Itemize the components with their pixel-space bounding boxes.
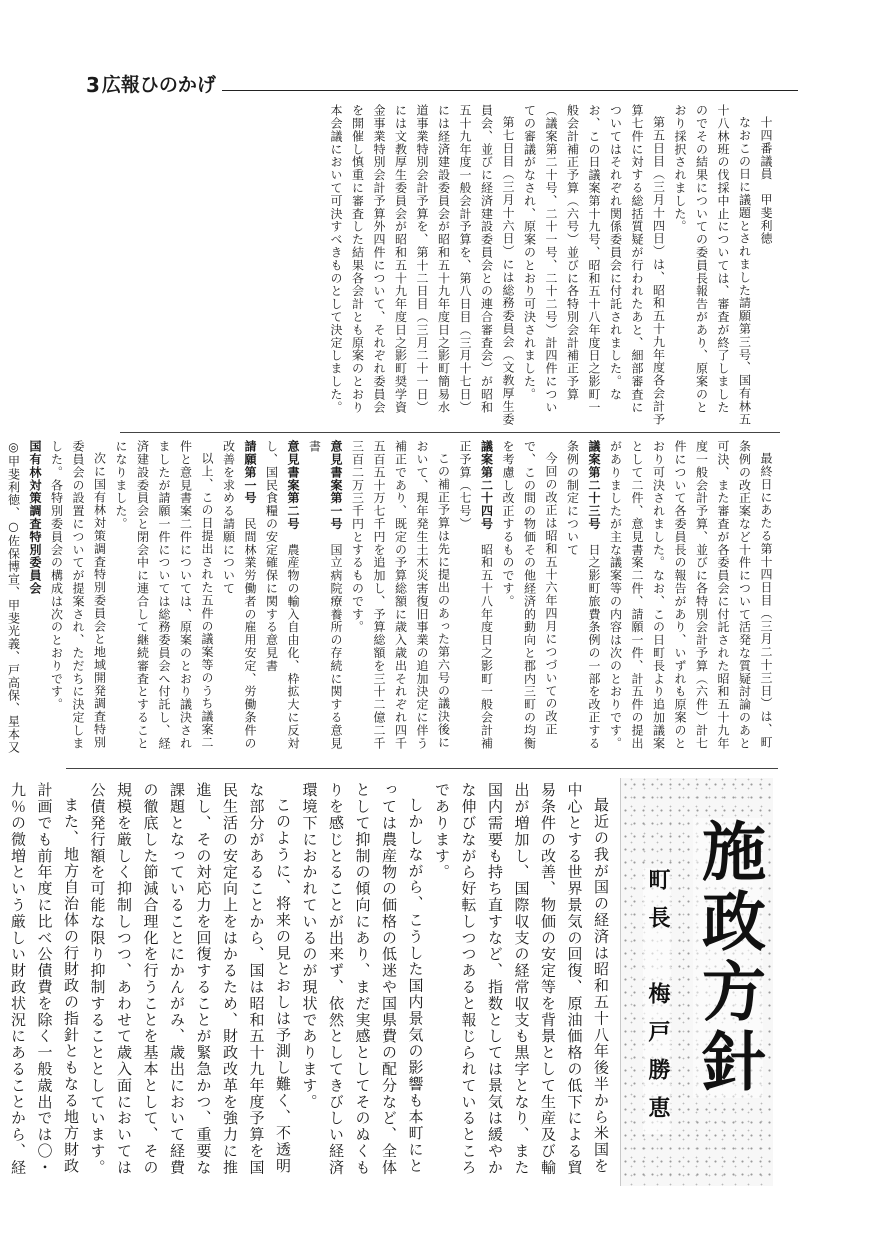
page-number: 3 — [86, 73, 100, 97]
policy-paragraph: 最近の我が国の経済は昭和五十八年後半から米国を中心とする世界景気の回復、原油価格の低下による貿易条件の改善、物価の安定等を背景として生産及び輸出が増加し、国際収支の経常収支も黒字となり、また国内需要も持ち直すなど、指数としては景気は緩やかな伸びながら好転しつつあると報じられているところであります。 — [433, 782, 610, 1176]
bill-23-body: 今回の改正は昭和五十六年四月につづいての改正で、この間の物価その他経済的動向と郡内三町の均衡を考慮し改正するものです。 — [501, 440, 558, 750]
tier-divider — [120, 432, 780, 433]
header-rule — [222, 90, 798, 91]
member-signature: 十四番議員 甲斐利徳 — [759, 116, 773, 245]
opinion-2-line — [260, 440, 303, 760]
policy-title-box — [620, 778, 773, 1186]
petition-heading: 請願第一号 — [243, 440, 257, 505]
bill-24-line — [454, 440, 497, 760]
bill-24-heading: 議案第二十四号 — [479, 440, 494, 531]
policy-paragraph: このように、将来の見とおしは予測し難く、不透明な部分があることから、国は昭和五十九年度予算を国民生活の安定向上をはかるため、財政改革を強力に推進し、その対応力を回復することが緊急かつ、重要な課題となっていることにかんがみ、歳出において経費の徹底した節減合理化を行うことを基本として、その規模を厳しく抑制しつつ、あわせて歳入面においては公債発行額を可能な限り抑制することとしています。 — [88, 782, 292, 1176]
bill-23-title: 日之影町旅費条例の一部を改正する条例の制定について — [565, 440, 601, 750]
report-paragraph: 第七日目（三月十六日）には総務委員会（文教厚生委員会、並びに経済建設委員会との連合審査会）が昭和五十九年度一般会計予算を、第八日目（三月十七日）には経済建設委員会が昭和五十九年度日之影町簡易水道事業特別会計予算を、第十二日目（三月二十一日）には文教厚生委員会が昭和五十九年度日之影町奨学資金事業特別会計予算外四件について、それぞれ委員会を開催し慎重に審査した結果各会計とも原案のとおり本会議において可決すべきものとして決定しました。 — [329, 104, 515, 426]
bill-23-heading: 議案第二十三号 — [587, 440, 601, 531]
summary-paragraph: 以上、この日提出された五件の議案等のうち議案二件と意見書案二件については、原案のとおり議決されましたが請願一件については総務委員会へ付託し、経済建設委員会と閉会中に連合して継続審査とすることになりました。 — [114, 440, 214, 750]
committee-1-heading: 国有林対策調査特別委員会 — [28, 440, 42, 595]
opinion-1-title: 国立病院療養所の存続に関する意見書 — [307, 440, 343, 750]
policy-paragraph: また、地方自治体の行財政の指針ともなる地方財政計画でも前年度に比べ公債費を除く一般歳出では〇・九％の微増という厳しい財政状況にあることから、経 — [9, 782, 80, 1176]
committee-paragraph: 次に国有林対策調査特別委員会と地域開発調査特別委員会の設置についてが提案され、ただちに決定しました。各特別委員会の構成は次のとおりです。 — [49, 440, 107, 750]
opinion-1-heading: 意見書案第一号 — [329, 440, 343, 531]
opinion-2-title: 農産物の輸入自由化、枠拡大に反対し、国民食糧の安定確保に関する意見書 — [264, 440, 300, 750]
policy-body — [9, 782, 614, 1186]
publication-name: 広報ひのかげ — [101, 74, 216, 96]
final-day-column — [6, 440, 776, 760]
opinion-1-line — [303, 440, 346, 760]
page-header — [86, 72, 798, 96]
bill-24-body: この補正予算は先に提出のあった第六号の議決後において、現年発生土木災害復旧事業の追加決定に伴う補正であり、既定の予算総額に歳入歳出それぞれ四千五百五十万七千円を追加し、予算総額を三十二億二千三百二万三千円とするものです。 — [350, 440, 451, 750]
committee-1-members: ◎甲斐利徳、○佐保博宣、甲斐光義、戸高保、星本又 — [6, 440, 21, 754]
final-day-paragraph: 最終日にあたる第十四日目（三月二十三日）は、町条例の改正案など十件について活発な質疑討論のあと可決、また審査が各委員会に付託された昭和五十九年度一般会計予算、並びに各特別会計予算（六件）計七件について各委員長の報告があり、いずれも原案のとおり可決されました。なお、この日町長より追加議案として二件、意見書案二件、請願一件、計五件の提出がありましたが主な議案等の内容は次のとおりです。 — [608, 440, 773, 750]
opinion-2-heading: 意見書案第二号 — [286, 440, 300, 531]
report-paragraph: 第五日目（三月十四日）は、昭和五十九年度各会計予算七件に対する総括質疑が行われたあと、細部審査についてはそれぞれ関係委員会に付託されました。なお、この日議案第十九号、昭和五十八年度日之影町一般会計補正予算（六号）並びに各特別会計補正予算（議案第二十号、二十一号、二十二号）計四件についての審議がなされ、原案のとおり可決されました。 — [522, 104, 666, 426]
session-report-column — [66, 104, 776, 426]
petition-title: 民間林業労働者の雇用安定、労働条件の改善を求める請願について — [221, 440, 257, 750]
bill-24-title: 昭和五十八年度日之影町一般会計補正予算（七号） — [458, 440, 494, 750]
section-divider — [66, 768, 778, 769]
petition-line — [217, 440, 260, 760]
policy-author: 町長 梅戸勝恵 — [645, 868, 670, 1134]
policy-paragraph: しかしながら、こうした国内景気の影響も本町にとっては農産物の価格の低迷や国県費の配分など、全体として抑制の傾向にあり、まだ実感としてそのぬくもりを感じとることが出来ず、依然としてきびしい経済環境下におかれているのが現状であります。 — [300, 782, 425, 1176]
policy-title: 施政方針 — [691, 818, 765, 1098]
bill-23-line — [561, 440, 604, 760]
report-paragraph: なおこの日に議題とされました請願第三号、国有林五十八林班の伐採中止については、審査が終了しましたのでその結果についての委員長報告があり、原案のとおり採択されました。 — [673, 104, 752, 426]
